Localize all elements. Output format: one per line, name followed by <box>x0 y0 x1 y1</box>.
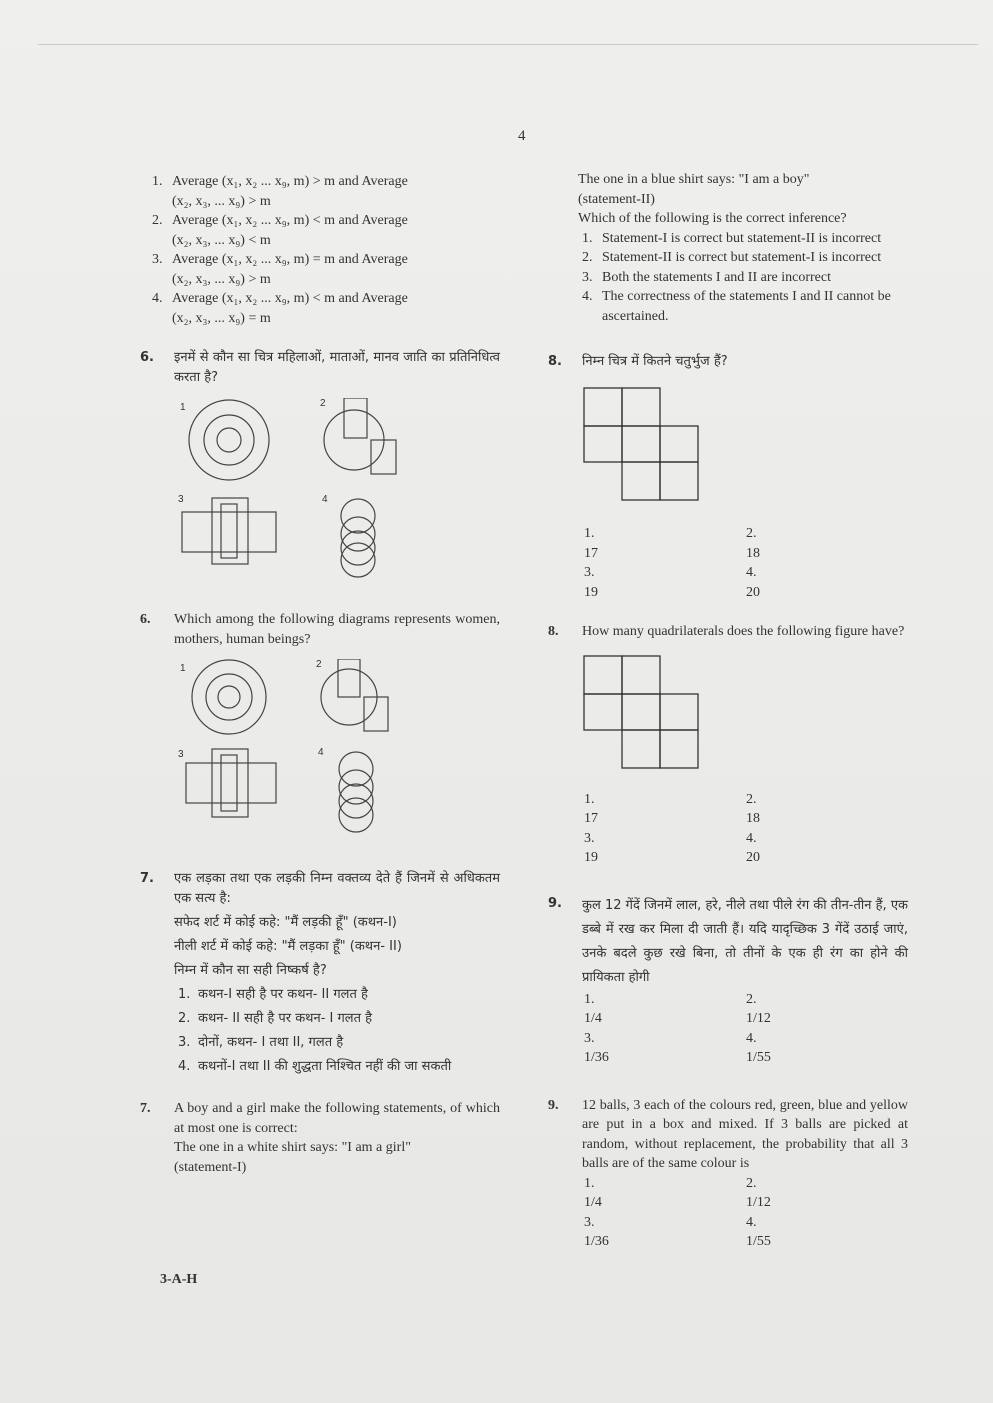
statement-label: (statement-I) <box>174 1159 247 1175</box>
option-text: कथन- II सही है पर कथन- I गलत है <box>198 1011 373 1026</box>
option-number: 4. <box>582 289 593 304</box>
q8-english <box>548 622 908 642</box>
concentric-circles <box>189 400 269 480</box>
option <box>746 563 908 602</box>
stacked-circles <box>341 499 375 577</box>
q9-english <box>548 1096 908 1174</box>
q8-english-grid-figure <box>582 654 712 776</box>
option-number: 3. <box>584 1214 595 1230</box>
figure-label: 3 <box>178 494 184 505</box>
option <box>174 985 500 1005</box>
option-number: 1. <box>584 1175 595 1191</box>
option-number: 4. <box>178 1059 191 1074</box>
question-number: 6. <box>140 350 154 365</box>
question-number: 8. <box>548 624 559 639</box>
question-number: 9. <box>548 895 562 911</box>
figure-label: 3 <box>178 749 184 760</box>
question-text: इनमें से कौन सा चित्र महिलाओं, माताओं, मानव जाति का प्रतिनिधित्व करता है? <box>174 350 500 385</box>
option-number: 1. <box>152 174 163 189</box>
statement-line: The one in a white shirt says: "I am a girl" <box>174 1140 411 1155</box>
statement-line: The one in a blue shirt says: "I am a boy" <box>578 172 810 187</box>
option-line: (x₂, x₃, ... x₉) = m <box>172 310 271 326</box>
q9-english-options <box>548 1174 908 1252</box>
venn-diagram-set <box>174 659 434 839</box>
overlapping-squares-circle <box>324 398 396 474</box>
option-line: (x₂, x₃, ... x₉) < m <box>172 232 271 248</box>
option-text: 18 <box>746 811 760 826</box>
option-number: 3. <box>582 269 593 285</box>
question-text: A boy and a girl make the following statements, of which at most one is correct: <box>174 1101 500 1136</box>
q5-option-4 <box>140 289 500 328</box>
option <box>584 563 746 602</box>
left-column <box>140 172 500 1177</box>
nested-rectangles <box>186 749 276 817</box>
option-number: 2. <box>152 213 163 228</box>
option <box>174 1033 500 1053</box>
option-text: 1/12 <box>746 1195 771 1210</box>
option-text: कथनों-I तथा II की शुद्धता निश्चित नहीं की जा सकती <box>198 1059 452 1074</box>
question-number: 9. <box>548 1097 559 1113</box>
option-text: Both the statements I and II are incorrect <box>602 269 831 285</box>
option-text: कथन-I सही है पर कथन- II गलत है <box>198 987 368 1002</box>
q9-hindi-options <box>548 990 908 1068</box>
question-number: 7. <box>140 871 154 886</box>
option <box>578 268 908 288</box>
option-number: 1. <box>178 987 191 1002</box>
option-line: Average (x₁, x₂ ... x₉, m) > m and Average <box>172 174 408 189</box>
option <box>584 829 746 868</box>
q8-hindi-grid-figure <box>582 386 712 508</box>
q5-option-2 <box>140 211 500 250</box>
option <box>746 1213 908 1252</box>
option-text: 1/4 <box>584 1011 602 1026</box>
q7-english-continued <box>548 170 908 326</box>
option-number: 4. <box>152 291 163 306</box>
q6-english <box>140 610 500 649</box>
option-number: 2. <box>582 250 593 265</box>
option-line: Average (x₁, x₂ ... x₉, m) = m and Average <box>172 252 408 267</box>
option-text: 1/55 <box>746 1234 771 1249</box>
q7-hindi <box>140 869 500 1077</box>
statement-label: (statement-II) <box>578 191 655 207</box>
option-number: 2. <box>746 1175 757 1191</box>
option-number: 4. <box>746 1214 757 1230</box>
option <box>584 790 746 829</box>
figure-label: 4 <box>322 494 328 505</box>
option <box>174 1057 500 1077</box>
option <box>584 1174 746 1213</box>
option-text: 1/36 <box>584 1050 609 1065</box>
question-text: निम्न चित्र में कितने चतुर्भुज हैं? <box>582 354 728 369</box>
q6-english-figure <box>174 659 434 839</box>
option <box>746 990 908 1029</box>
option-line: (x₂, x₃, ... x₉) > m <box>172 193 271 209</box>
overlapping-squares-circle <box>321 659 388 731</box>
option-number: 1. <box>584 526 595 541</box>
option-text: 1/4 <box>584 1195 602 1210</box>
option-number: 3. <box>584 830 595 846</box>
option-number: 1. <box>584 991 595 1007</box>
question-text: 12 balls, 3 each of the colours red, green, blue and yellow are put in a box and mixed. If 3 balls are picked at random, without replacement, the probability that all 3 balls are of the same colour is <box>582 1097 908 1171</box>
option-text: 18 <box>746 545 760 561</box>
q7-english <box>140 1099 500 1177</box>
nested-rectangles <box>182 498 276 564</box>
option-number: 4. <box>746 830 757 846</box>
q5-option-3 <box>140 250 500 289</box>
quadrilateral-grid <box>582 654 712 776</box>
q7-hindi-options <box>174 985 500 1077</box>
option <box>746 1029 908 1068</box>
option-number: 3. <box>584 565 595 580</box>
q8-english-options <box>548 790 908 868</box>
q6-hindi-figure <box>174 398 434 588</box>
option-text: Statement-I is correct but statement-II is incorrect <box>602 230 882 246</box>
option-text: Statement-II is correct but statement-I is incorrect <box>602 250 882 265</box>
option-number: 3. <box>178 1035 191 1050</box>
option <box>584 524 746 563</box>
option-line: (x₂, x₃, ... x₉) > m <box>172 271 271 287</box>
venn-diagram-set <box>174 398 434 588</box>
q6-hindi <box>140 348 500 388</box>
figure-label: 1 <box>180 402 186 413</box>
option <box>578 229 908 249</box>
option-number: 2. <box>746 991 757 1007</box>
option <box>578 287 908 326</box>
option <box>174 1009 500 1029</box>
question-text: Which among the following diagrams represents women, mothers, human beings? <box>174 612 500 647</box>
q8-hindi <box>548 352 908 372</box>
page-number: 4 <box>518 128 526 144</box>
stacked-circles <box>339 752 373 832</box>
option-line: Average (x₁, x₂ ... x₉, m) < m and Average <box>172 213 408 228</box>
figure-label: 2 <box>316 659 322 670</box>
quadrilateral-grid <box>582 386 712 508</box>
option-number: 4. <box>746 1030 757 1046</box>
question-prompt: निम्न में कौन सा सही निष्कर्ष है? <box>174 963 327 978</box>
option-text: 17 <box>584 545 598 561</box>
question-text: एक लड़का तथा एक लड़की निम्न वक्तव्य देते हैं जिनमें से अधिकतम एक सत्य है: <box>174 871 500 906</box>
right-column <box>548 170 908 1252</box>
question-number: 6. <box>140 612 151 627</box>
option-text: 1/36 <box>584 1234 609 1249</box>
question-text: कुल 12 गेंदें जिनमें लाल, हरे, नीले तथा पीले रंग की तीन-तीन हैं, एक डब्बे में रख कर मिला दी जाती हैं। यदि यादृच्छिक 3 गेंदें उठाई जाएं, उनके बदले कुछ रखे बिना, तो तीनों के एक ही रंग का होने की प्रायिकता होगी <box>582 897 908 985</box>
question-number: 8. <box>548 354 562 369</box>
statement-line: नीली शर्ट में कोई कहे: "मैं लड़का हूँ" (कथन- II) <box>174 939 402 954</box>
option-text: दोनों, कथन- I तथा II, गलत है <box>198 1035 344 1050</box>
option-text: 1/55 <box>746 1050 771 1065</box>
question-number: 7. <box>140 1101 151 1116</box>
question-text: How many quadrilaterals does the following figure have? <box>582 624 905 639</box>
option <box>584 1029 746 1068</box>
q9-hindi <box>548 894 908 990</box>
option-text: 20 <box>746 584 760 600</box>
figure-label: 2 <box>320 398 326 409</box>
option <box>578 248 908 268</box>
option-number: 1. <box>582 230 593 246</box>
q7-english-options <box>578 229 908 327</box>
option-text: The correctness of the statements I and II cannot be ascertained. <box>602 289 891 324</box>
page-footer-code: 3-A-H <box>160 1272 198 1287</box>
option-number: 2. <box>746 526 757 541</box>
option-line: Average (x₁, x₂ ... x₉, m) < m and Average <box>172 291 408 306</box>
option-text: 19 <box>584 850 598 865</box>
option-text: 1/12 <box>746 1011 771 1026</box>
option-number: 2. <box>746 791 757 807</box>
option <box>746 790 908 829</box>
top-rule <box>38 44 978 45</box>
option <box>746 524 908 563</box>
q8-hindi-options <box>548 524 908 602</box>
option-number: 4. <box>746 565 757 580</box>
statement-line: सफेद शर्ट में कोई कहे: "मैं लड़की हूँ" (कथन-I) <box>174 915 397 930</box>
q5-options <box>140 172 500 328</box>
question-prompt: Which of the following is the correct inference? <box>578 211 847 226</box>
figure-label: 4 <box>318 747 324 758</box>
option <box>746 1174 908 1213</box>
option-number: 1. <box>584 791 595 807</box>
option-text: 19 <box>584 584 598 600</box>
option <box>584 1213 746 1252</box>
option-text: 20 <box>746 850 760 865</box>
option-number: 2. <box>178 1011 191 1026</box>
option <box>746 829 908 868</box>
option-number: 3. <box>152 252 163 267</box>
q5-option-1 <box>140 172 500 211</box>
option-number: 3. <box>584 1030 595 1046</box>
concentric-circles <box>192 660 266 734</box>
option <box>584 990 746 1029</box>
option-text: 17 <box>584 811 598 826</box>
figure-label: 1 <box>180 663 186 674</box>
